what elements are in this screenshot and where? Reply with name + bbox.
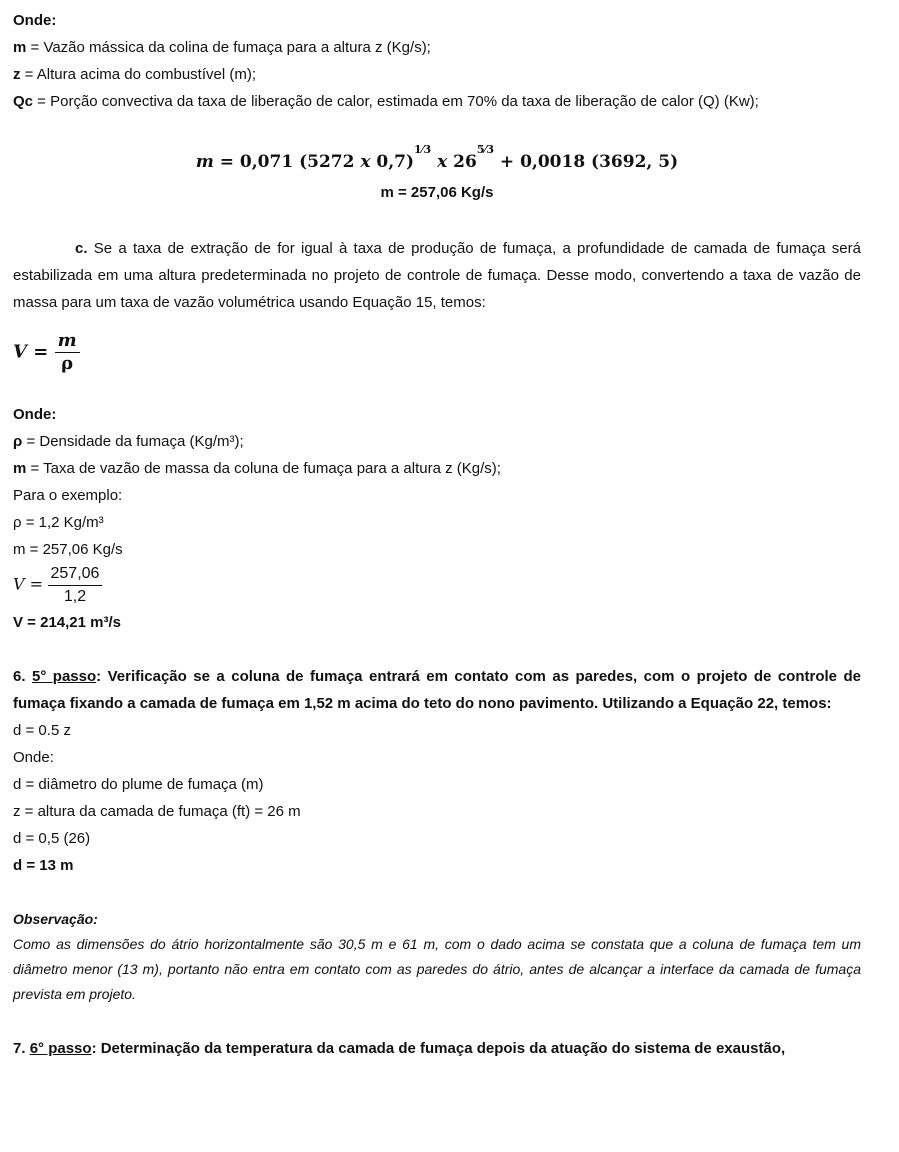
definition-text: = Altura acima do combustível (m); — [20, 66, 257, 83]
definition-z — [13, 61, 861, 88]
definition-m — [13, 34, 861, 61]
equation-times-1: x — [360, 152, 371, 172]
step-6-line: d = 0.5 z — [13, 722, 71, 739]
equation-volume-numeric — [13, 563, 861, 609]
observation-title: Observação: — [13, 911, 98, 927]
definition-qc — [13, 88, 861, 115]
onde-heading-1: Onde: — [13, 12, 57, 29]
step-label: 6° passo — [29, 1040, 92, 1057]
result-volume: V = 214,21 m³/s — [13, 614, 121, 631]
result-diameter: d = 13 m — [13, 857, 74, 874]
step-7-paragraph — [13, 1035, 861, 1062]
symbol-m: m — [13, 39, 27, 56]
step-6-line: Onde: — [13, 749, 54, 766]
example-m: m = 257,06 Kg/s — [13, 541, 123, 558]
symbol-m: m — [13, 460, 27, 477]
fraction-denominator: 1,2 — [63, 588, 87, 605]
equation-lhs: m — [195, 152, 214, 172]
symbol-qc: Qc — [13, 93, 34, 110]
document-page — [13, 7, 861, 1062]
definition-text: = Taxa de vazão de massa da coluna de fumaça para a altura z (Kg/s); — [26, 460, 501, 477]
step-6-line: d = diâmetro do plume de fumaça (m) — [13, 776, 264, 793]
equation-part: 26 — [447, 152, 477, 172]
equation-lhs: V = — [13, 574, 44, 594]
equation-part: = 0,071 (5272 — [213, 152, 361, 172]
definition-text: = Densidade da fumaça (Kg/m³); — [22, 433, 244, 450]
paragraph-c — [13, 235, 861, 316]
step-text: : Verificação se a coluna de fumaça entrará em contato com as paredes, com o projeto de controle de fumaça fixando a camada de fumaça em 1,52 m acima do teto do nono pavimento. Utilizando a Equação 22, temos: — [13, 668, 861, 712]
onde-heading-2: Onde: — [13, 406, 57, 423]
result-mass-flow: m = 257,06 Kg/s — [380, 184, 494, 201]
equation-lhs: V = — [13, 341, 49, 363]
equation-mass-flow — [13, 133, 861, 172]
step-text: : Determinação da temperatura da camada de fumaça depois da atuação do sistema de exaustão, — [91, 1040, 786, 1057]
step-6-paragraph — [13, 663, 861, 717]
fraction-numerator: 257,06 — [48, 563, 103, 586]
step-label: 5° passo — [31, 668, 97, 685]
step-6-line: z = altura da camada de fumaça (ft) = 26 m — [13, 803, 301, 820]
exponent-2: 5⁄3 — [476, 143, 494, 156]
step-number: 6. — [13, 668, 32, 685]
example-rho: ρ = 1,2 Kg/m³ — [13, 514, 104, 531]
observation-text: Como as dimensões do átrio horizontalmente são 30,5 m e 61 m, com o dado acima se constata que a coluna de fumaça tem um diâmetro menor (13 m), portanto não entra em contato com as paredes do átrio, antes de alcançar a interface da camada de fumaça prevista em projeto. — [13, 936, 861, 1002]
exponent-1: 1⁄3 — [414, 143, 432, 156]
symbol-z: z — [13, 66, 21, 83]
symbol-rho: ρ — [13, 433, 23, 450]
equation-part: + 0,0018 (3692, 5) — [494, 152, 679, 172]
fraction — [48, 563, 103, 608]
fraction — [55, 330, 80, 375]
fraction-numerator: m — [55, 330, 80, 353]
example-intro: Para o exemplo: — [13, 487, 123, 504]
equation-volume — [13, 330, 861, 386]
definition-text: = Porção convectiva da taxa de liberação de calor, estimada em 70% da taxa de liberação de calor (Q) (Kw); — [33, 93, 759, 110]
definition-text: = Vazão mássica da colina de fumaça para a altura z (Kg/s); — [26, 39, 431, 56]
definition-rho — [13, 428, 861, 455]
equation-times-2: x — [437, 152, 448, 172]
step-6-line: d = 0,5 (26) — [13, 830, 91, 847]
item-label-c: c. — [75, 240, 88, 257]
fraction-denominator: ρ — [61, 353, 74, 374]
definition-m-2 — [13, 455, 861, 482]
step-number: 7. — [13, 1040, 30, 1057]
paragraph-text: Se a taxa de extração de for igual à taxa de produção de fumaça, a profundidade de camada de fumaça será estabilizada em uma altura predeterminada no projeto de controle de fumaça. Desse modo, convertendo a taxa de vazão de massa para um taxa de vazão volumétrica usando Equação 15, temos: — [13, 240, 861, 311]
equation-part: 0,7) — [370, 152, 415, 172]
